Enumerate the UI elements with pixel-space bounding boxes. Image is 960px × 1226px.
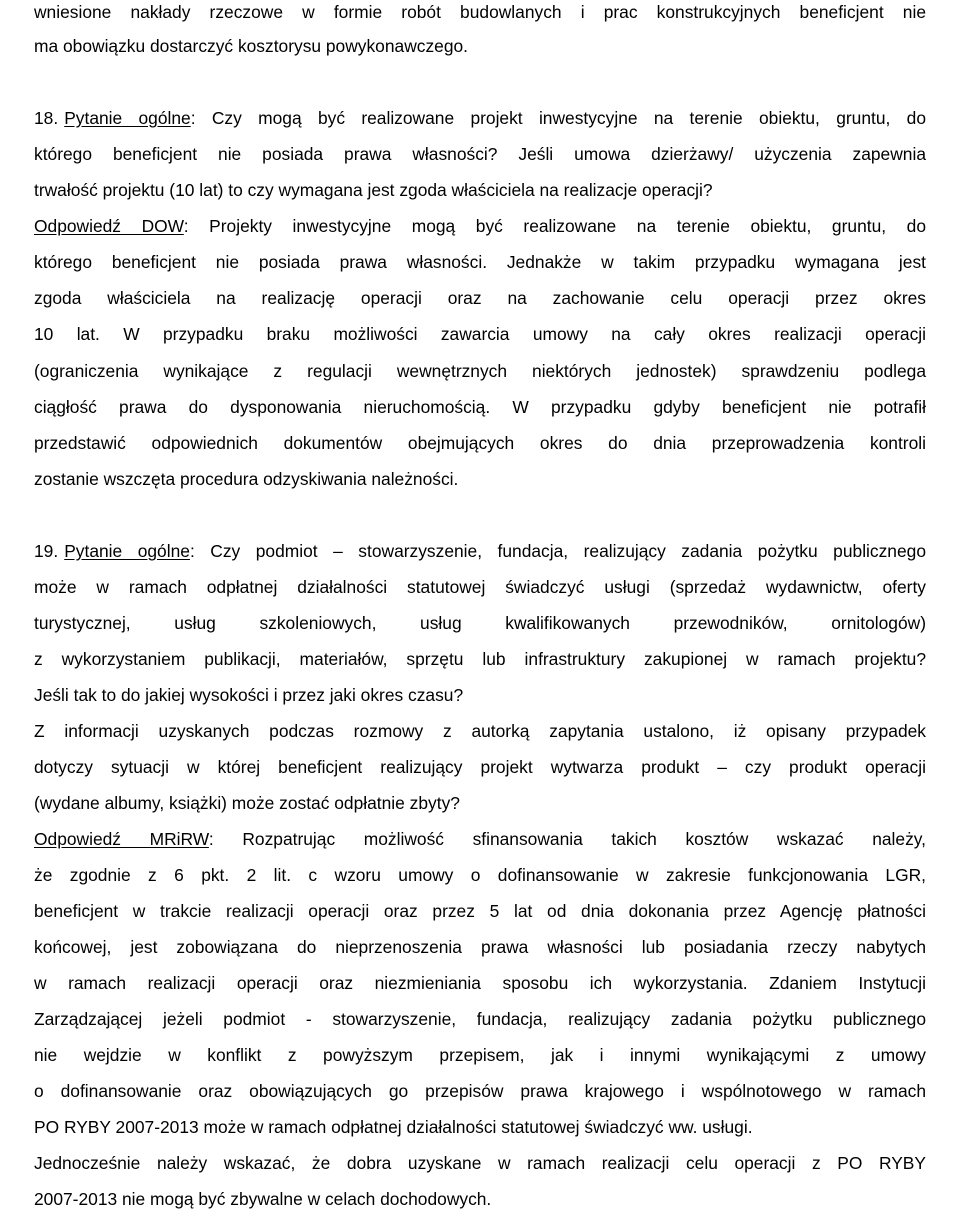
question-label: Pytanie ogólne [64, 108, 191, 128]
text-line: z wykorzystaniem publikacji, materiałów, sprzętu lub infrastruktury zakupionej w ramach projektu? [34, 649, 926, 669]
text-line: 2007-2013 nie mogą być zbywalne w celach dochodowych. [34, 1189, 492, 1209]
text-line: którego beneficjent nie posiada prawa własności? Jeśli umowa dzierżawy/ użyczenia zapewnia [34, 144, 926, 164]
text-line: trwałość projektu (10 lat) to czy wymagana jest zgoda właściciela na realizacje operacji? [34, 180, 713, 200]
text-line: dotyczy sytuacji w której beneficjent realizujący projekt wytwarza produkt – czy produkt operacji [34, 757, 926, 777]
text-line: PO RYBY 2007-2013 może w ramach odpłatnej działalności statutowej świadczyć ww. usługi. [34, 1117, 753, 1137]
question-number: 18. [34, 108, 59, 128]
answer-text: : Rozpatrując możliwość sfinansowania takich kosztów wskazać należy, [208, 829, 927, 849]
question-text: : Czy podmiot – stowarzyszenie, fundacja, realizujący zadania pożytku publicznego [189, 541, 926, 561]
answer-label: Odpowiedź MRiRW [34, 829, 209, 849]
text-line: Z informacji uzyskanych podczas rozmowy z autorką zapytania ustalono, iż opisany przypadek [34, 721, 926, 741]
text-line: może w ramach odpłatnej działalności statutowej świadczyć usługi (sprzedaż wydawnictw, oferty [34, 577, 926, 597]
text-line: w ramach realizacji operacji oraz niezmieniania sposobu ich wykorzystania. Zdaniem Instytucji [34, 973, 926, 993]
text-line: zgoda właściciela na realizację operacji oraz na zachowanie celu operacji przez okres [34, 288, 926, 308]
text-line: którego beneficjent nie posiada prawa własności. Jednakże w takim przypadku wymagana jest [34, 252, 926, 272]
answer-text: : Projekty inwestycyjne mogą być realizowane na terenie obiektu, gruntu, do [183, 216, 926, 236]
text-line: 10 lat. W przypadku braku możliwości zawarcia umowy na cały okres realizacji operacji [34, 324, 926, 344]
question-label: Pytanie ogólne [64, 541, 190, 561]
question-number: 19. [34, 541, 59, 561]
text-line: przedstawić odpowiednich dokumentów obejmujących okres do dnia przeprowadzenia kontroli [34, 433, 926, 453]
text-line: (wydane albumy, książki) może zostać odpłatnie zbyty? [34, 793, 460, 813]
text-line: beneficjent w trakcie realizacji operacji oraz przez 5 lat od dnia dokonania przez Agencję płatności [34, 901, 926, 921]
text-line: ma obowiązku dostarczyć kosztorysu powykonawczego. [34, 36, 468, 56]
text-line: wniesione nakłady rzeczowe w formie robót budowlanych i prac konstrukcyjnych beneficjent nie [34, 2, 926, 22]
text-line: Zarządzającej jeżeli podmiot - stowarzyszenie, fundacja, realizujący zadania pożytku publicznego [34, 1009, 926, 1029]
question-text: : Czy mogą być realizowane projekt inwestycyjne na terenie obiektu, gruntu, do [190, 108, 927, 128]
answer-heading [34, 216, 926, 236]
text-line: zostanie wszczęta procedura odzyskiwania należności. [34, 469, 459, 489]
text-line: (ograniczenia wynikające z regulacji wewnętrznych niektórych jednostek) sprawdzeniu podlega [34, 361, 926, 381]
text-line: turystycznej, usług szkoleniowych, usług kwalifikowanych przewodników, ornitologów) [34, 613, 926, 633]
text-line: ciągłość prawa do dysponowania nieruchomością. W przypadku gdyby beneficjent nie potrafił [34, 397, 926, 417]
text-line: że zgodnie z 6 pkt. 2 lit. c wzoru umowy o dofinansowanie w zakresie funkcjonowania LGR, [34, 865, 926, 885]
question-18-heading [34, 108, 926, 128]
text-line: nie wejdzie w konflikt z powyższym przepisem, jak i innymi wynikającymi z umowy [34, 1045, 926, 1065]
text-line: o dofinansowanie oraz obowiązujących go przepisów prawa krajowego i wspólnotowego w ramach [34, 1081, 926, 1101]
answer-heading [34, 829, 926, 849]
answer-label: Odpowiedź DOW [34, 216, 184, 236]
text-line: końcowej, jest zobowiązana do nieprzenoszenia prawa własności lub posiadania rzeczy nabytych [34, 937, 926, 957]
question-19-heading [34, 541, 926, 561]
text-line: Jednocześnie należy wskazać, że dobra uzyskane w ramach realizacji celu operacji z PO RYBY [34, 1153, 926, 1173]
text-line: Jeśli tak to do jakiej wysokości i przez jaki okres czasu? [34, 685, 464, 705]
